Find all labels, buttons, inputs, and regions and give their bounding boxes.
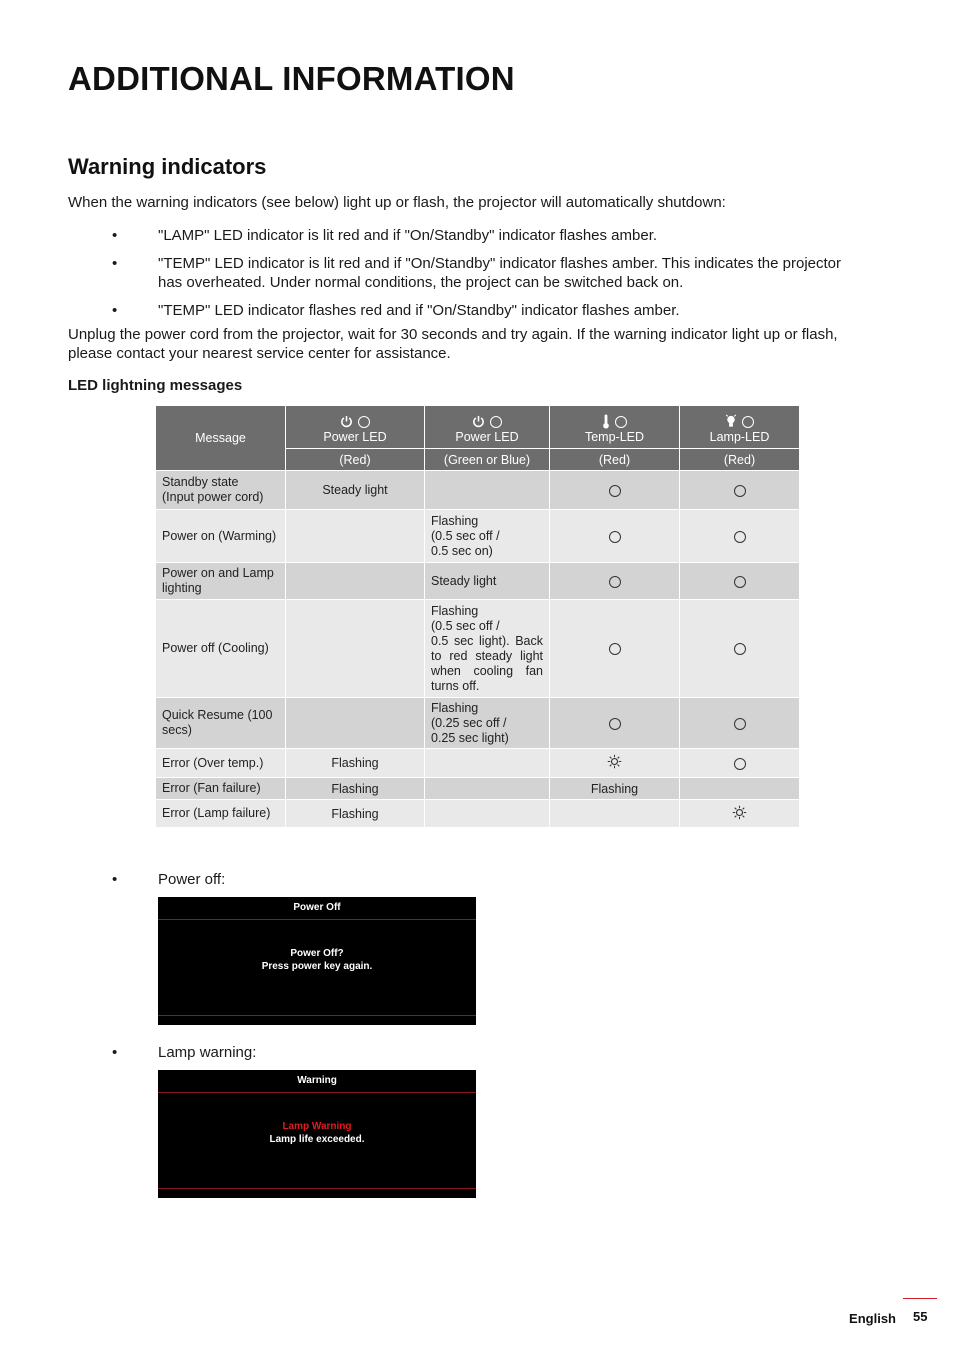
header-label: Temp-LED xyxy=(584,430,645,444)
led-off-icon xyxy=(734,643,746,655)
osd-line: Lamp life exceeded. xyxy=(269,1134,365,1145)
led-off-icon xyxy=(742,416,754,428)
osd-header: Power Off xyxy=(158,897,476,920)
page-number: 55 xyxy=(913,1309,928,1324)
led-flashing-icon xyxy=(607,754,622,769)
osd-footer-rule xyxy=(158,1015,476,1016)
table-row xyxy=(156,778,800,800)
osd-header: Warning xyxy=(158,1070,476,1093)
led-message-table xyxy=(155,405,800,828)
thermometer-icon xyxy=(602,414,610,429)
bullet-dot: • xyxy=(112,255,118,272)
lamp-warning-osd xyxy=(158,1070,476,1198)
header-icons xyxy=(431,412,543,430)
led-off-icon xyxy=(734,576,746,588)
header-lamp-led xyxy=(680,406,800,449)
power-icon xyxy=(472,415,485,428)
led-off-icon xyxy=(734,758,746,770)
row-temp-led xyxy=(550,471,680,510)
row-message: Standby state (Input power cord) xyxy=(156,471,286,510)
bullet-dot: • xyxy=(112,871,118,888)
row-power-led-green: Flashing (0.5 sec off / 0.5 sec on) xyxy=(425,510,550,563)
table-row xyxy=(156,471,800,510)
row-lamp-led xyxy=(680,698,800,749)
osd-line: Power Off? xyxy=(290,948,344,959)
osd-line: Press power key again. xyxy=(261,961,373,972)
row-power-led-green xyxy=(425,471,550,510)
row-power-led-red: Steady light xyxy=(286,471,425,510)
led-table-body xyxy=(156,471,800,828)
lamp-warning-label: Lamp warning: xyxy=(158,1044,257,1061)
row-power-led-green: Flashing (0.5 sec off / 0.5 sec light). Back to red steady light when cooling fan turns off. xyxy=(425,600,550,698)
header-icons xyxy=(292,412,418,430)
row-temp-led xyxy=(550,698,680,749)
header-label: Power LED xyxy=(455,430,519,444)
led-off-icon xyxy=(609,576,621,588)
row-message: Power on (Warming) xyxy=(156,510,286,563)
footer-language: English xyxy=(849,1311,896,1326)
led-off-icon xyxy=(609,718,621,730)
row-power-led-green: Steady light xyxy=(425,563,550,600)
bullet-text: "LAMP" LED indicator is lit red and if "On/Standby" indicator flashes amber. xyxy=(158,227,658,244)
osd-body xyxy=(158,947,476,973)
row-power-led-green xyxy=(425,800,550,828)
row-power-led-red xyxy=(286,600,425,698)
table-row xyxy=(156,800,800,828)
row-temp-led xyxy=(550,600,680,698)
header-temp-led xyxy=(550,406,680,449)
subheader-green-blue: (Green or Blue) xyxy=(425,449,550,471)
led-off-icon xyxy=(615,416,627,428)
row-power-led-green xyxy=(425,749,550,778)
row-lamp-led xyxy=(680,510,800,563)
bullet-dot: • xyxy=(112,302,118,319)
led-off-icon xyxy=(609,643,621,655)
power-off-osd xyxy=(158,897,476,1025)
footer-accent-line xyxy=(903,1298,937,1299)
osd-warning-line: Lamp Warning xyxy=(282,1121,352,1132)
header-label: Power LED xyxy=(323,430,387,444)
row-temp-led xyxy=(550,800,680,828)
row-power-led-red xyxy=(286,510,425,563)
row-lamp-led xyxy=(680,600,800,698)
header-power-led-green xyxy=(425,406,550,449)
row-temp-led xyxy=(550,510,680,563)
table-row xyxy=(156,563,800,600)
section-title: Warning indicators xyxy=(68,154,267,179)
header-power-led-red xyxy=(286,406,425,449)
bullet-text: "TEMP" LED indicator is lit red and if "On/Standby" indicator flashes amber. This indicates the projector has overheated. Under normal conditions, the project can be switched back on. xyxy=(158,255,842,291)
row-temp-led xyxy=(550,563,680,600)
table-row xyxy=(156,698,800,749)
row-message: Error (Fan failure) xyxy=(156,778,286,800)
row-temp-led: Flashing xyxy=(550,778,680,800)
unplug-text: Unplug the power cord from the projector, wait for 30 seconds and try again. If the warning indicator light up or flash, please contact your nearest service center for assistance. xyxy=(68,326,838,362)
bullet-text: "TEMP" LED indicator flashes red and if "On/Standby" indicator flashes amber. xyxy=(158,302,680,319)
header-label: Lamp-LED xyxy=(709,430,770,444)
led-flashing-icon xyxy=(732,805,747,820)
row-message: Quick Resume (100 secs) xyxy=(156,698,286,749)
osd-footer-rule xyxy=(158,1188,476,1189)
row-lamp-led xyxy=(680,749,800,778)
led-off-icon xyxy=(734,718,746,730)
subheader-temp-red: (Red) xyxy=(550,449,680,471)
led-off-icon xyxy=(358,416,370,428)
row-message: Error (Lamp failure) xyxy=(156,800,286,828)
row-power-led-red xyxy=(286,563,425,600)
osd-body xyxy=(158,1120,476,1146)
row-power-led-red: Flashing xyxy=(286,800,425,828)
header-icons xyxy=(556,412,673,430)
row-power-led-red: Flashing xyxy=(286,749,425,778)
subheader-lamp-red: (Red) xyxy=(680,449,800,471)
led-messages-title: LED lightning messages xyxy=(68,377,243,394)
bullet-dot: • xyxy=(112,227,118,244)
row-power-led-green xyxy=(425,778,550,800)
header-icons xyxy=(686,412,793,430)
row-message: Error (Over temp.) xyxy=(156,749,286,778)
led-off-icon xyxy=(609,531,621,543)
table-row xyxy=(156,749,800,778)
row-lamp-led xyxy=(680,471,800,510)
lamp-icon xyxy=(725,414,737,429)
led-off-icon xyxy=(490,416,502,428)
led-off-icon xyxy=(609,485,621,497)
power-off-label: Power off: xyxy=(158,871,226,888)
row-power-led-red xyxy=(286,698,425,749)
intro-text: When the warning indicators (see below) light up or flash, the projector will automatically shutdown: xyxy=(68,194,726,211)
row-temp-led xyxy=(550,749,680,778)
row-power-led-green: Flashing (0.25 sec off / 0.25 sec light) xyxy=(425,698,550,749)
page-title: ADDITIONAL INFORMATION xyxy=(68,60,515,97)
table-row xyxy=(156,510,800,563)
row-power-led-red: Flashing xyxy=(286,778,425,800)
row-message: Power on and Lamp lighting xyxy=(156,563,286,600)
led-off-icon xyxy=(734,485,746,497)
header-message: Message xyxy=(156,406,286,471)
subheader-red: (Red) xyxy=(286,449,425,471)
row-message: Power off (Cooling) xyxy=(156,600,286,698)
row-lamp-led xyxy=(680,800,800,828)
led-off-icon xyxy=(734,531,746,543)
power-icon xyxy=(340,415,353,428)
table-row xyxy=(156,600,800,698)
bullet-dot: • xyxy=(112,1044,118,1061)
row-lamp-led xyxy=(680,778,800,800)
row-lamp-led xyxy=(680,563,800,600)
